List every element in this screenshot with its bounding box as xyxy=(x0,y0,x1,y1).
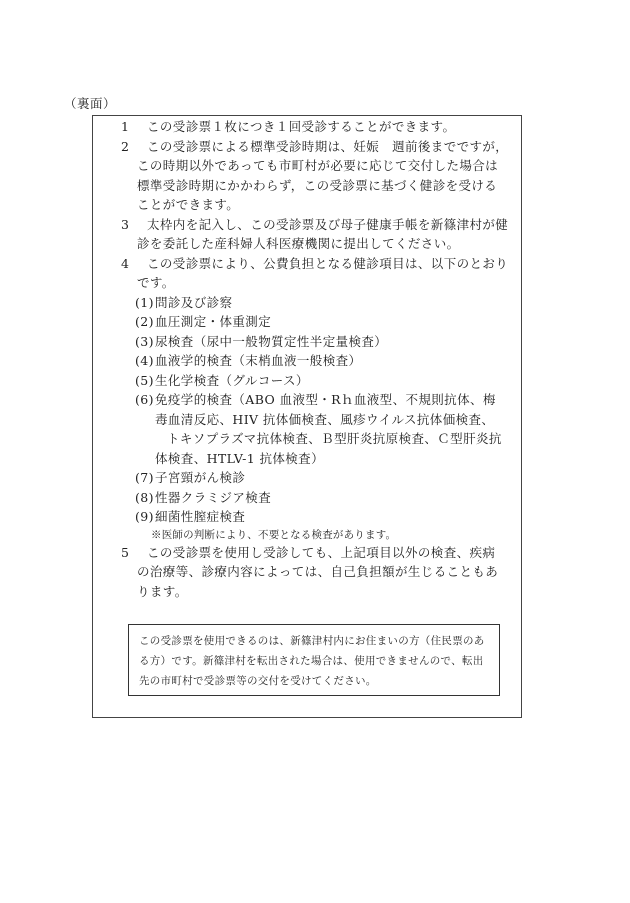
checkup-item-4 xyxy=(115,351,519,371)
item-line: です。 xyxy=(137,275,175,290)
checkup-item-number: (8) xyxy=(135,489,154,505)
checkup-item-number: (2) xyxy=(135,314,154,329)
checkup-item-text: 尿検査（尿中一般物質定性半定量検査） xyxy=(155,333,388,349)
item-line: 診を委託した産科婦人科医療機関に提出してください。 xyxy=(137,236,460,251)
checkup-item-5 xyxy=(115,371,519,391)
checkup-item-6 xyxy=(115,390,519,468)
item-line: の治療等、診療内容によっては、自己負担額が生じることもあ xyxy=(137,564,499,579)
checkup-item-3 xyxy=(115,332,519,352)
instructions-content xyxy=(115,117,519,601)
item-line: この時期以外であっても市町村が必要に応じて交付した場合は xyxy=(137,158,499,173)
checkup-item-text: 血液学的検査（末梢血液一般検査） xyxy=(155,353,362,368)
item-line: この受診票１枚につき１回受診することができます。 xyxy=(147,119,456,134)
checkup-item-text: 血圧測定・体重測定 xyxy=(155,314,272,329)
notice-line: この受診票を使用できるのは、新篠津村内にお住まいの方（住民票のあ xyxy=(139,635,485,647)
instruction-item-4 xyxy=(115,254,519,293)
checkup-item-9 xyxy=(115,507,519,527)
item-number: 3 xyxy=(121,216,129,232)
item-line: この受診票を使用し受診しても、上記項目以外の検査、疾病 xyxy=(147,544,496,560)
checkup-item-1 xyxy=(115,293,519,313)
item-line: この受診票による標準受診時期は、妊娠 週前後までですが， xyxy=(147,138,509,154)
checkup-item-number: (3) xyxy=(135,333,154,349)
notice-line: 先の市町村で受診票等の交付を受けてください。 xyxy=(139,675,377,687)
checkup-item-number: (5) xyxy=(135,372,154,388)
item-number: 1 xyxy=(121,119,129,134)
checkup-item-number: (9) xyxy=(135,509,154,524)
checkup-item-text: 毒血清反応、HIV 抗体価検査、風疹ウイルス抗体価検査、 xyxy=(155,411,495,427)
checkup-item-number: (6) xyxy=(135,392,154,407)
doctor-judgment-note: ※医師の判断により、不要となる検査があります。 xyxy=(151,528,397,541)
item-line: 太枠内を記入し、この受診票及び母子健康手帳を新篠津村が健 xyxy=(147,216,509,232)
checkup-item-number: (7) xyxy=(135,470,154,485)
item-line: この受診票により、公費負担となる健診項目は、以下のとおり xyxy=(147,255,509,271)
item-line: 標準受診時期にかかわらず，この受診票に基づく健診を受ける xyxy=(137,177,498,193)
checkup-item-number: (1) xyxy=(135,294,154,310)
instruction-item-2 xyxy=(115,137,519,215)
item-number: 5 xyxy=(121,544,129,560)
checkup-item-8 xyxy=(115,488,519,508)
notice-line: る方）です。新篠津村を転出された場合は、使用できませんので、転出 xyxy=(139,655,484,667)
instruction-item-5 xyxy=(115,543,519,602)
checkup-item-text: 生化学検査（グルコース） xyxy=(155,372,309,388)
checkup-item-number: (4) xyxy=(135,353,154,368)
checkup-item-text: 体検査、HTLV-1 抗体検査） xyxy=(155,450,324,466)
reverse-side-label: （裏面） xyxy=(64,96,117,111)
instruction-item-3 xyxy=(115,215,519,254)
checkup-item-text: トキソプラズマ抗体検査、Ｂ型肝炎抗原検査、Ｃ型肝炎抗 xyxy=(167,431,502,446)
item-line: ことができます。 xyxy=(137,197,240,212)
item-line: ります。 xyxy=(137,583,188,599)
item-number: 2 xyxy=(121,138,129,154)
checkup-item-text: 性器クラミジア検査 xyxy=(155,489,272,505)
checkup-item-text: 免疫学的検査（ABO 血液型・Rｈ血液型、不規則抗体、梅 xyxy=(155,392,496,407)
checkup-item-text: 問診及び診察 xyxy=(155,294,233,310)
checkup-item-text: 子宮頸がん検診 xyxy=(155,470,246,485)
checkup-item-text: 細菌性膣症検査 xyxy=(155,509,246,524)
eligibility-notice-box xyxy=(128,624,500,696)
instruction-item-1 xyxy=(115,117,519,137)
checkup-item-2 xyxy=(115,312,519,332)
checkup-item-7 xyxy=(115,468,519,488)
item-number: 4 xyxy=(121,255,129,271)
